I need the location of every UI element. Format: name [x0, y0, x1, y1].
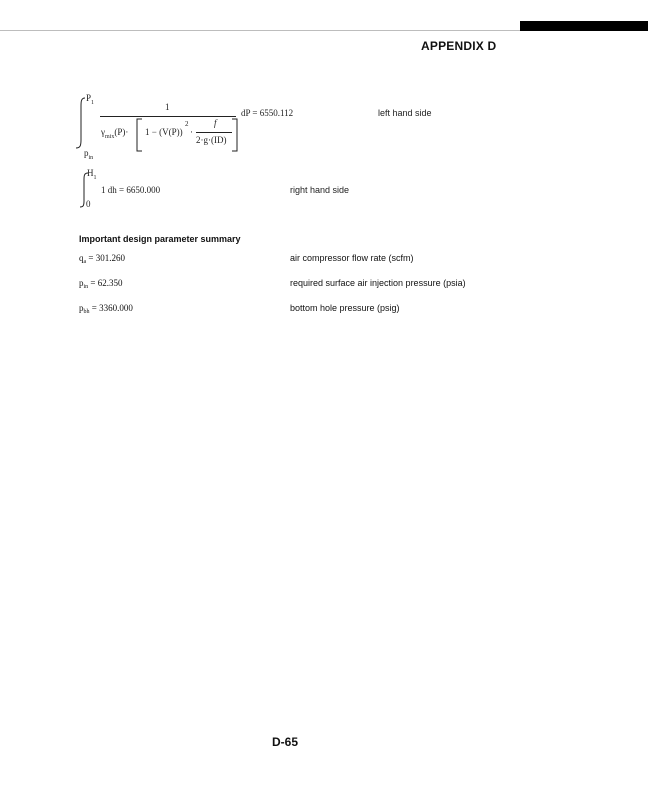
friction-factor: f [214, 118, 217, 128]
param-description: air compressor flow rate (scfm) [290, 253, 414, 263]
header-bar [520, 21, 648, 31]
fraction-bar [100, 116, 236, 117]
inner-fraction-bar [196, 132, 232, 133]
integral-upper-limit: $P_1$ [86, 93, 95, 106]
left-hand-side-label: left hand side [378, 108, 432, 118]
param-description: bottom hole pressure (psig) [290, 303, 400, 313]
multiply-dot: · [190, 127, 193, 137]
fraction-numerator: 1 [165, 102, 170, 112]
param-symbol: $p_{bh} = 3360.000$ [79, 303, 133, 315]
integral-result: dP = 6550.112 [241, 108, 294, 118]
summary-heading: Important design parameter summary [79, 234, 241, 244]
velocity-exponent: 2 [185, 120, 189, 128]
param-row [79, 278, 539, 292]
param-row [79, 303, 539, 317]
page-header-title: APPENDIX D [421, 39, 497, 53]
integral-body: 1 dh = 6650.000 [101, 185, 161, 195]
left-bracket [135, 118, 143, 152]
page-number: D-65 [272, 735, 299, 749]
integral-upper-limit: $H_1$ [87, 168, 97, 181]
param-description: required surface air injection pressure (psia) [290, 278, 466, 288]
param-symbol: $q_a = 301.260$ [79, 253, 125, 265]
integral-lower-limit: 0 [86, 199, 91, 209]
param-symbol: $p_{in} = 62.350$ [79, 278, 123, 290]
integral-lower-limit: $p_{in}$ [84, 148, 94, 161]
inner-fraction-denominator: 2·g·(ID) [196, 135, 227, 145]
param-row [79, 253, 539, 267]
gamma-mix-term: $\gamma_{mix}(P)\cdot$ [101, 127, 129, 140]
velocity-term: 1 − (V(P)) [145, 127, 183, 137]
right-bracket [231, 118, 239, 152]
right-hand-side-label: right hand side [290, 185, 350, 195]
